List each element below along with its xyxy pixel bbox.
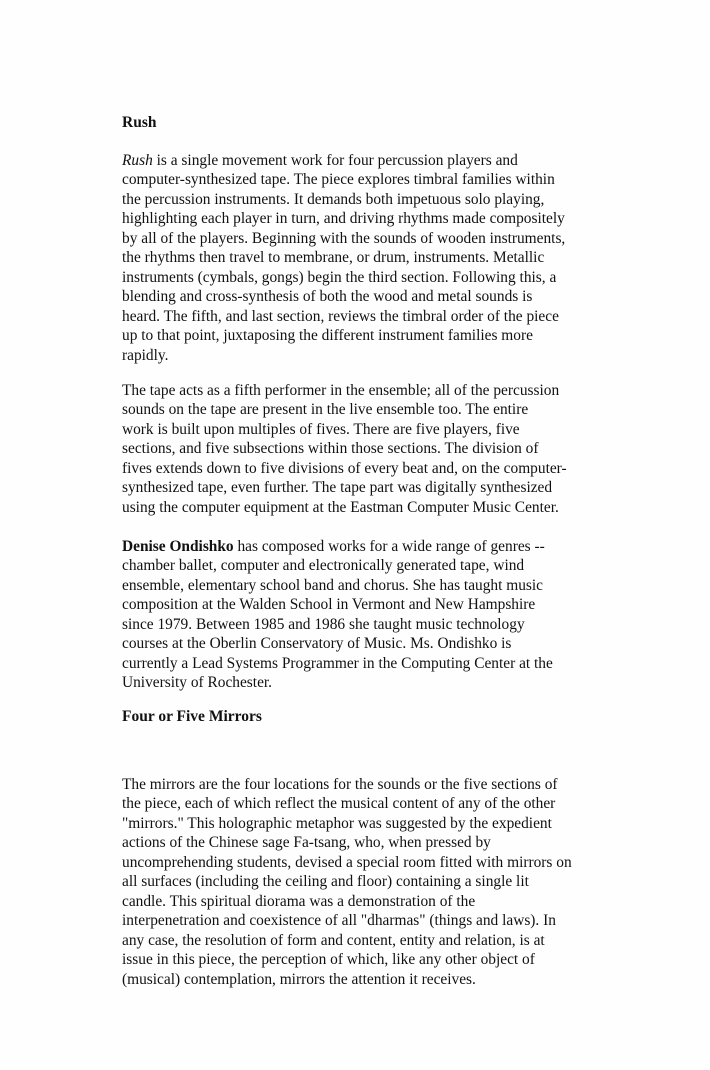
tape-performer-paragraph [122, 381, 642, 517]
text-line: any case, the resolution of form and content, entity and relation, is at [122, 931, 545, 949]
text-line: uncomprehending students, devised a special room fitted with mirrors on [122, 853, 572, 871]
text-line: instruments (cymbals, gongs) begin the third section. Following this, a [122, 268, 557, 286]
text-line: heard. The fifth, and last section, reviews the timbral order of the piece [122, 307, 559, 325]
text-line: sounds on the tape are present in the live ensemble too. The entire [122, 401, 529, 419]
text-line: "mirrors." This holographic metaphor was suggested by the expedient [122, 814, 552, 832]
text-line: synthesized tape, even further. The tape part was digitally synthesized [122, 479, 553, 497]
text-line: computer-synthesized tape. The piece explores timbral families within [122, 171, 555, 189]
text-line: composition at the Walden School in Vermont and New Hampshire [122, 596, 536, 614]
text-line: (musical) contemplation, mirrors the attention it receives. [122, 970, 476, 988]
text-line: currently a Lead Systems Programmer in the Computing Center at the [122, 654, 553, 672]
text-line: fives extends down to five divisions of every beat and, on the computer- [122, 459, 567, 477]
text-line: blending and cross-synthesis of both the wood and metal sounds is [122, 288, 533, 306]
text-line: Denise Ondishko has composed works for a wide range of genres -- [122, 538, 545, 555]
text-line: candle. This spiritual diorama was a demonstration of the [122, 892, 476, 910]
text-line: all surfaces (including the ceiling and floor) containing a single lit [122, 873, 529, 891]
composer-bio-paragraph [122, 537, 642, 693]
composer-name: Denise Ondishko [122, 538, 234, 555]
text-line: by all of the players. Beginning with the sounds of wooden instruments, [122, 229, 566, 247]
section-heading-rush: Rush [122, 114, 157, 131]
text-line: using the computer equipment at the Eastman Computer Music Center. [122, 498, 559, 516]
work-title-italic: Rush [122, 152, 153, 169]
rush-description-paragraph [122, 151, 642, 365]
text-line: the rhythms then travel to membrane, or drum, instruments. Metallic [122, 249, 545, 267]
text-line: the percussion instruments. It demands both impetuous solo playing, [122, 190, 545, 208]
text-line: since 1979. Between 1985 and 1986 she taught music technology [122, 615, 525, 633]
section-heading-four-or-five-mirrors: Four or Five Mirrors [122, 708, 262, 725]
text-line: work is built upon multiples of fives. There are five players, five [122, 420, 520, 438]
text-line: rapidly. [122, 346, 169, 364]
text-line: courses at the Oberlin Conservatory of Music. Ms. Ondishko is [122, 635, 512, 653]
mirrors-description-paragraph [122, 775, 642, 989]
text-line: interpenetration and coexistence of all "dharmas" (things and laws). In [122, 912, 556, 930]
text-line: The tape acts as a fifth performer in the ensemble; all of the percussion [122, 382, 560, 399]
text-line: issue in this piece, the perception of which, like any other object of [122, 951, 535, 969]
text-line: chamber ballet, computer and electronically generated tape, wind [122, 557, 525, 575]
text-line: ensemble, elementary school band and chorus. She has taught music [122, 576, 543, 594]
text-line: actions of the Chinese sage Fa-tsang, who, when pressed by [122, 834, 491, 852]
text-line: sections, and five subsections within those sections. The division of [122, 440, 539, 458]
text-line: The mirrors are the four locations for the sounds or the five sections of [122, 776, 558, 793]
text-line: University of Rochester. [122, 674, 273, 692]
text-line: the piece, each of which reflect the musical content of any of the other [122, 795, 556, 813]
text-line: up to that point, juxtaposing the different instrument families more [122, 327, 533, 345]
text-line: Rush is a single movement work for four percussion players and [122, 152, 518, 169]
text-line: highlighting each player in turn, and driving rhythms made compositely [122, 210, 565, 228]
